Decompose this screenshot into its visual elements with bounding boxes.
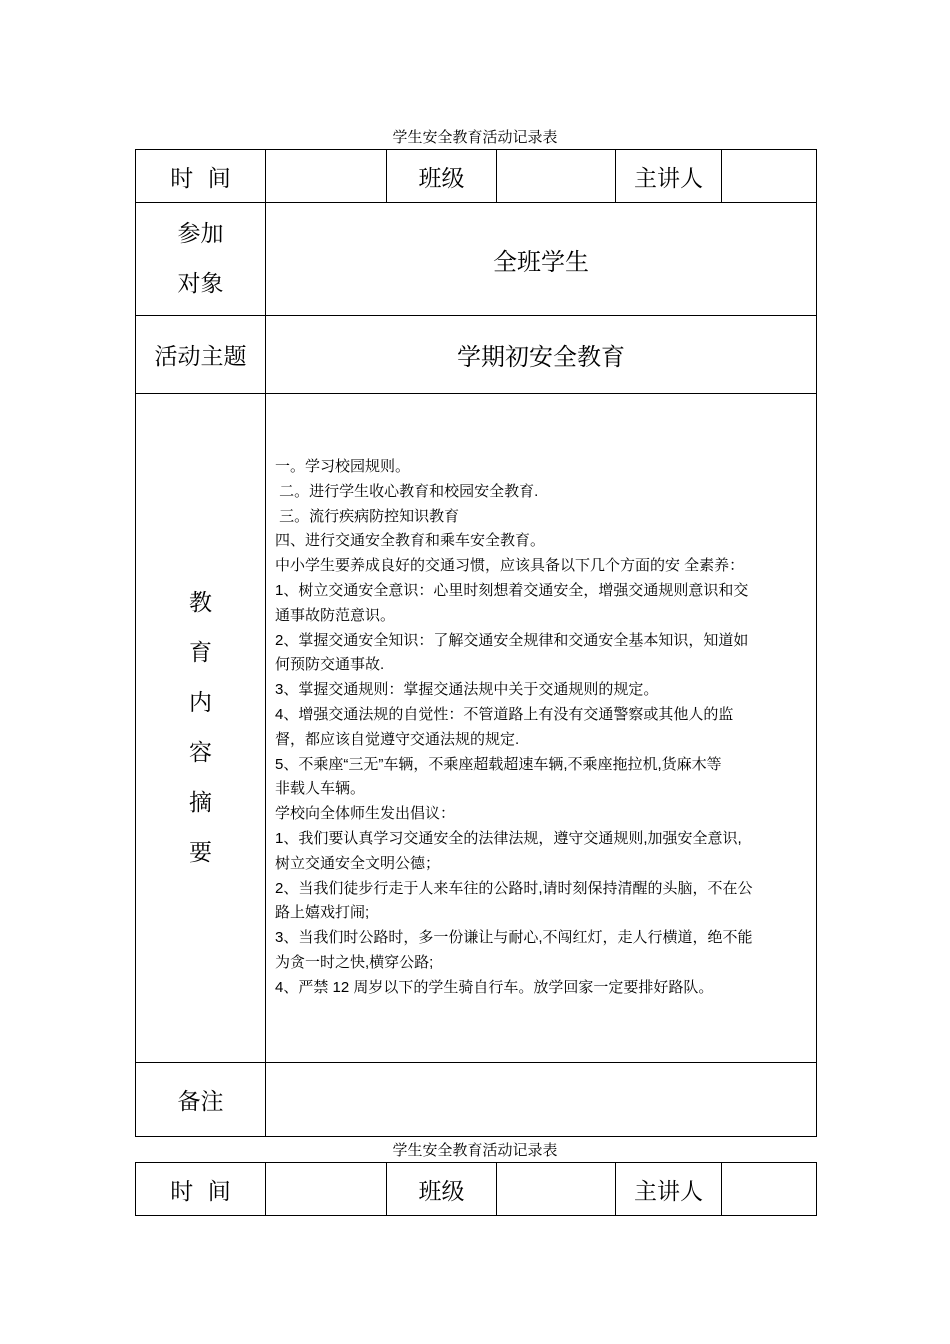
- time-label: 时 间: [136, 150, 266, 203]
- content-line: 1、我们要认真学习交通安全的法律法规，遵守交通规则,加强安全意识,: [275, 829, 742, 847]
- theme-value[interactable]: 学期初安全教育: [266, 316, 817, 394]
- content-line: 何预防交通事故.: [275, 656, 385, 674]
- participants-label: [136, 203, 266, 316]
- content-line: 三。流行疾病防控知识教育: [275, 507, 460, 525]
- edu-content-label-text: [189, 578, 212, 878]
- remark-value[interactable]: [266, 1063, 817, 1137]
- edu-label-char: 教: [189, 590, 212, 616]
- remark-label: 备注: [136, 1063, 266, 1137]
- participants-row: [136, 203, 817, 316]
- participants-label-line2: 对象: [177, 271, 224, 297]
- second-time-value[interactable]: [266, 1163, 387, 1216]
- second-speaker-value[interactable]: [722, 1163, 817, 1216]
- second-form-title: 学生安全教育活动记录表: [392, 1141, 558, 1159]
- class-value[interactable]: [497, 150, 616, 203]
- edu-label-char: 育: [189, 640, 212, 666]
- second-class-value[interactable]: [497, 1163, 616, 1216]
- participants-value[interactable]: 全班学生: [266, 203, 817, 316]
- content-line: 二。进行学生收心教育和校园安全教育.: [275, 482, 539, 500]
- edu-content-value[interactable]: [266, 394, 817, 1063]
- content-line: 1、树立交通安全意识：心里时刻想着交通安全，增强交通规则意识和交: [275, 581, 749, 599]
- edu-content-label: [136, 394, 266, 1063]
- time-value[interactable]: [266, 150, 387, 203]
- content-line: 学校向全体师生发出倡议：: [275, 805, 456, 823]
- theme-label: 活动主题: [136, 316, 266, 394]
- theme-row: [136, 316, 817, 394]
- form-title: 学生安全教育活动记录表: [392, 128, 558, 146]
- content-line: 2、当我们徒步行走于人来车往的公路时,请时刻保持清醒的头脑，不在公: [275, 879, 753, 897]
- edu-label-char: 要: [189, 840, 212, 866]
- content-line: 3、当我们时公路时，多一份谦让与耐心,不闯红灯，走人行横道，绝不能: [275, 929, 753, 947]
- edu-label-char: 摘: [189, 790, 212, 816]
- content-line: 一。学习校园规则。: [275, 458, 411, 475]
- content-line: 2、掌握交通安全知识：了解交通安全规律和交通安全基本知识，知道如: [275, 631, 749, 649]
- record-table: [135, 149, 817, 1137]
- second-speaker-label: 主讲人: [616, 1163, 722, 1216]
- content-line: 通事故防范意识。: [275, 606, 396, 624]
- edu-label-char: 内: [189, 690, 212, 716]
- content-line: 非载人车辆。: [275, 780, 366, 798]
- content-line: 3、掌握交通规则：掌握交通法规中关于交通规则的规定。: [275, 681, 659, 699]
- content-line: 督，都应该自觉遵守交通法规的规定.: [275, 730, 520, 748]
- content-line: 为贪一时之快,横穿公路;: [275, 953, 434, 971]
- second-time-label: 时 间: [136, 1163, 266, 1216]
- content-line: 4、严禁 12 周岁以下的学生骑自行车。放学回家一定要排好路队。: [275, 978, 714, 996]
- edu-label-char: 容: [189, 740, 212, 766]
- content-row: [136, 394, 817, 1063]
- speaker-label: 主讲人: [616, 150, 722, 203]
- content-lines: [266, 394, 816, 1001]
- content-line: 路上嬉戏打闹;: [275, 904, 370, 922]
- header-row: [136, 150, 817, 203]
- content-line: 四、进行交通安全教育和乘车安全教育。: [275, 532, 546, 550]
- second-class-label: 班级: [387, 1163, 497, 1216]
- class-label: 班级: [387, 150, 497, 203]
- second-header-row: [136, 1163, 817, 1216]
- content-line: 5、不乘座“三无”车辆，不乘座超载超速车辆,不乘座拖拉机,货麻木等: [275, 755, 722, 773]
- content-line: 中小学生要养成良好的交通习惯，应该具备以下几个方面的安 全素养：: [275, 557, 745, 575]
- content-line: 4、增强交通法规的自觉性：不管道路上有没有交通警察或其他人的监: [275, 705, 734, 723]
- speaker-value[interactable]: [722, 150, 817, 203]
- remark-row: [136, 1063, 817, 1137]
- second-record-table: [135, 1162, 817, 1216]
- content-line: 树立交通安全文明公德；: [275, 854, 441, 872]
- participants-label-line1: 参加: [177, 221, 224, 247]
